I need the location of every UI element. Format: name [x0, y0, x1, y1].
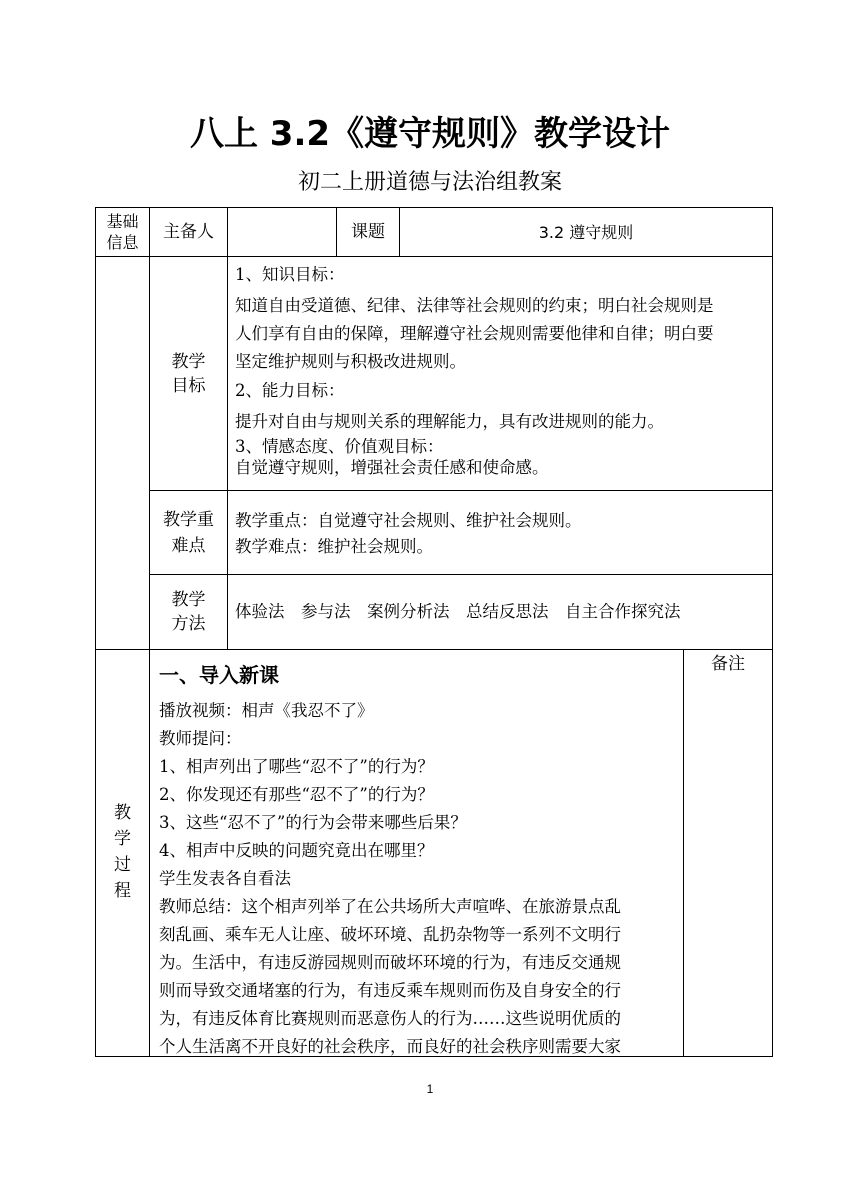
process-line: 3、这些“忍不了”的行为会带来哪些后果？: [159, 813, 467, 832]
page-number: 1: [426, 1082, 434, 1096]
objectives-label: [150, 257, 227, 490]
key-point-line: 教学难点：维护社会规则。: [235, 537, 433, 556]
process-label: [96, 800, 149, 904]
key-points-label-line1: 教学重: [163, 509, 214, 530]
objectives-line: 3、情感态度、价值观目标：: [235, 437, 444, 456]
table-border-row2: [149, 490, 773, 491]
remarks-label: 备注: [711, 654, 745, 674]
table-border-row3: [149, 574, 773, 575]
process-label-char: 学: [114, 829, 131, 849]
objectives-label-line1: 教学: [171, 351, 206, 372]
process-line: 个人生活离不开良好的社会秩序，而良好的社会秩序则需要大家: [159, 1037, 621, 1056]
basic-info-label-line1: 基础: [106, 212, 139, 231]
process-label-char: 过: [114, 855, 131, 875]
process-line: 播放视频：相声《我忍不了》: [159, 701, 374, 720]
topic-value: 3.2 遵守规则: [538, 222, 634, 242]
process-label-char: 教: [114, 803, 131, 823]
preparer-value: [228, 208, 336, 256]
objectives-line: 人们享有自由的保障，理解遵守社会规则需要他律和自律；明白要: [235, 324, 714, 343]
basic-info-label-line2: 信息: [106, 233, 139, 252]
table-border-row4: [95, 649, 773, 650]
process-line: 则而导致交通堵塞的行为，有违反乘车规则而伤及自身安全的行: [159, 981, 621, 1000]
methods-label-line2: 方法: [171, 614, 206, 634]
key-points-label: [150, 491, 227, 574]
table-border-right: [772, 207, 773, 1057]
methods-label: [150, 575, 227, 649]
objectives-label-line2: 目标: [171, 375, 206, 396]
objectives-line: 提升对自由与规则关系的理解能力，具有改进规则的能力。: [235, 412, 664, 431]
process-content: [159, 658, 681, 1061]
process-label-char: 程: [114, 881, 131, 901]
process-line: 2、你发现还有那些“忍不了”的行为？: [159, 785, 434, 804]
objectives-line: 知道自由受道德、纪律、法律等社会规则的约束；明白社会规则是: [235, 296, 714, 315]
section-heading: 一、导入新课: [159, 663, 279, 687]
page-subtitle: 初二上册道德与法治组教案: [297, 170, 562, 195]
process-line: 为。生活中，有违反游园规则而破坏环境的行为，有违反交通规: [159, 953, 621, 972]
process-line: 学生发表各自看法: [159, 869, 291, 888]
objectives-line: 1、知识目标：: [235, 265, 345, 284]
topic-label: 课题: [351, 221, 385, 242]
process-line: 为，有违反体育比赛规则而恶意伤人的行为……这些说明优质的: [159, 1009, 621, 1028]
methods-label-line1: 教学: [171, 590, 206, 610]
process-line: 教师总结：这个相声列举了在公共场所大声喧哗、在旅游景点乱: [159, 897, 621, 916]
table-border-remarks: [683, 649, 684, 1057]
table-border-col2: [227, 207, 228, 650]
process-line: 1、相声列出了哪些“忍不了”的行为？: [159, 757, 434, 776]
page-title: 八上 3.2《遵守规则》教学设计: [189, 114, 671, 154]
key-points-label-line2: 难点: [171, 535, 206, 556]
preparer-label: 主备人: [163, 221, 214, 242]
table-border-left: [95, 207, 96, 1057]
methods-content: 体验法 参与法 案例分析法 总结反思法 自主合作探究法: [235, 602, 681, 621]
objectives-content: [235, 262, 767, 478]
process-line: 刻乱画、乘车无人让座、破坏环境、乱扔杂物等一系列不文明行: [159, 925, 621, 944]
process-line: 教师提问：: [159, 729, 242, 748]
key-point-line: 教学重点：自觉遵守社会规则、维护社会规则。: [235, 511, 582, 530]
objectives-line: 自觉遵守规则，增强社会责任感和使命感。: [235, 458, 549, 477]
objectives-line: 坚定维护规则与积极改进规则。: [235, 352, 466, 371]
key-points-content: [235, 508, 767, 560]
objectives-line: 2、能力目标：: [235, 381, 345, 400]
basic-info-label: [96, 208, 149, 256]
process-line: 4、相声中反映的问题究竟出在哪里？: [159, 841, 434, 860]
